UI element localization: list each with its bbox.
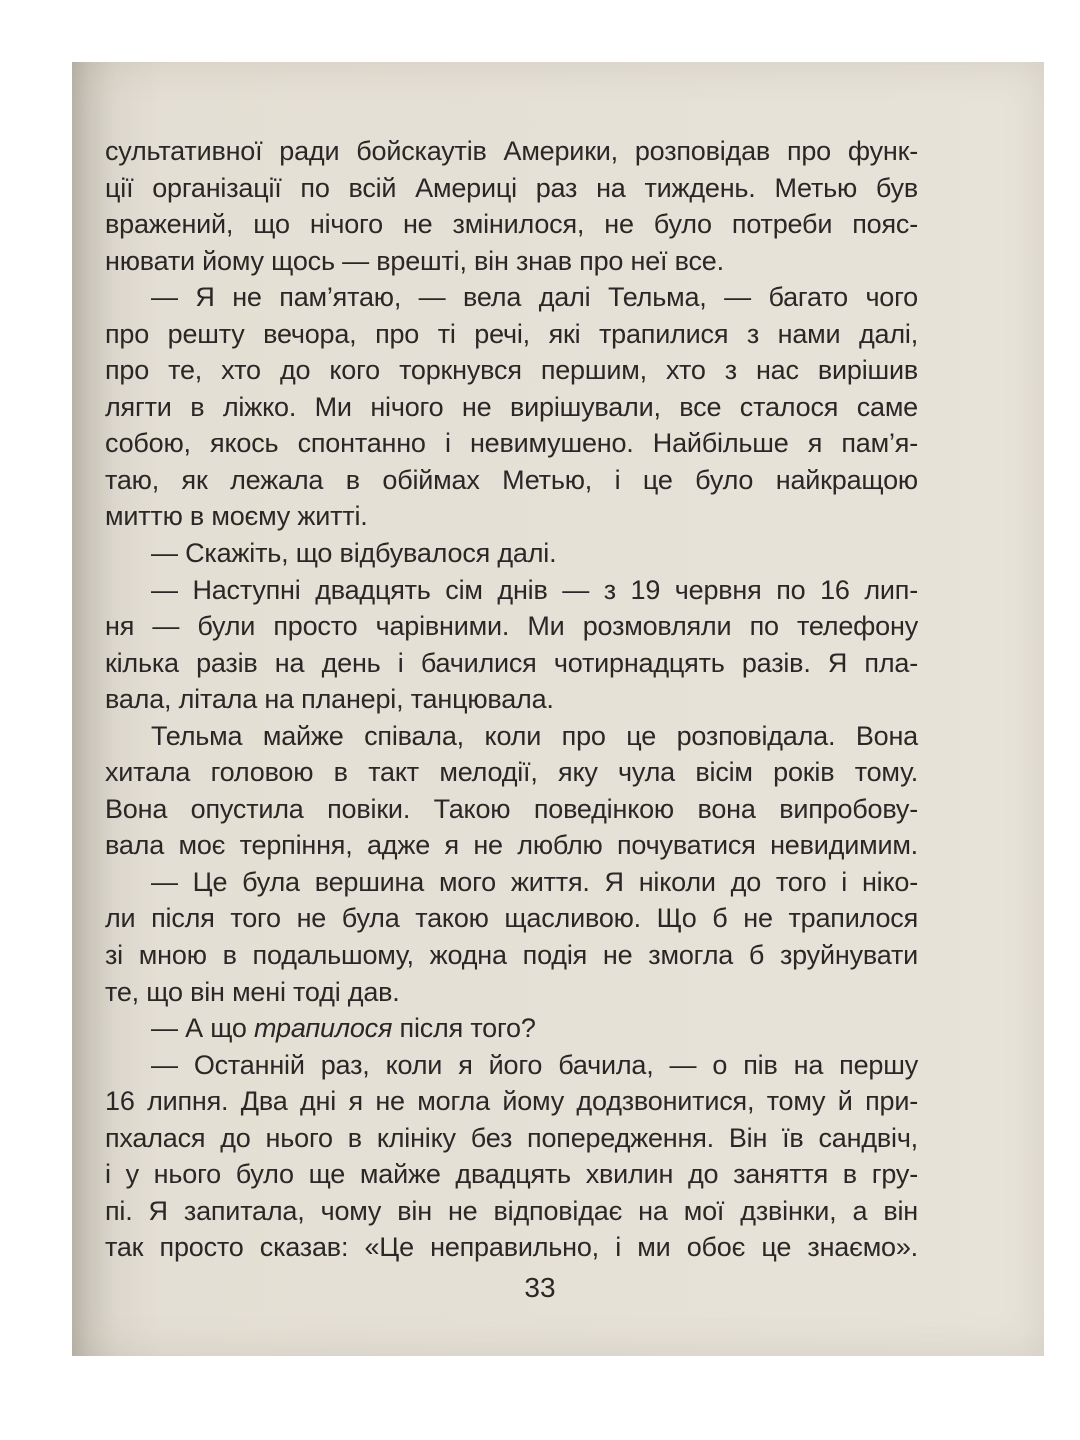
- text-line: [105, 535, 918, 572]
- text-line: [105, 279, 918, 316]
- text-line: [105, 389, 918, 426]
- line-text: — А що: [151, 1013, 255, 1044]
- line-text: вражений, що нічого не змінилося, не було потреби пояс-: [105, 209, 918, 240]
- text-line: [105, 1229, 918, 1266]
- text-line: [105, 1010, 918, 1047]
- line-text: те, що він мені тоді дав.: [105, 976, 400, 1007]
- line-text: кілька разів на день і бачилися чотирнадцять разів. Я пла-: [105, 647, 918, 678]
- line-text: так просто сказав: «Це неправильно, і ми обоє це знаємо».: [105, 1232, 918, 1263]
- text-line: [105, 754, 918, 791]
- line-text: — Це була вершина мого життя. Я ніколи до того і ніко-: [151, 866, 918, 897]
- line-text: про те, хто до кого торкнувся першим, хто з нас вирішив: [105, 355, 918, 386]
- body-text: [105, 133, 918, 1266]
- line-text: собою, якось спонтанно і невимушено. Найбільше я пам’я-: [105, 428, 918, 459]
- line-text: 16 липня. Два дні я не могла йому додзвонитися, тому й при-: [105, 1086, 918, 1117]
- line-text: пі. Я запитала, чому він не відповідає на мої дзвінки, а він: [105, 1195, 918, 1226]
- text-line: [105, 827, 918, 864]
- text-line: [105, 498, 918, 535]
- page-number: 33: [524, 1272, 556, 1303]
- line-text: ції організації по всій Америці раз на тиждень. Метью був: [105, 172, 918, 203]
- text-line: [105, 1120, 918, 1157]
- text-line: [105, 937, 918, 974]
- line-text: вала моє терпіння, адже я не люблю почуватися невидимим.: [105, 830, 918, 861]
- line-text: — Я не пам’ятаю, — вела далі Тельма, — багато чого: [151, 282, 918, 313]
- line-text: Тельма майже співала, коли про це розповідала. Вона: [151, 720, 918, 751]
- line-text: і у нього було ще майже двадцять хвилин до заняття в гру-: [105, 1159, 918, 1190]
- text-line: [105, 718, 918, 755]
- line-text: пхалася до нього в клініку без попередження. Він їв сандвіч,: [105, 1122, 918, 1153]
- line-text: про решту вечора, про ті речі, які трапилися з нами далі,: [105, 318, 918, 349]
- text-line: [105, 572, 918, 609]
- text-line: [105, 316, 918, 353]
- text-line: [105, 681, 918, 718]
- text-line: [105, 864, 918, 901]
- text-line: [105, 352, 918, 389]
- text-line: [105, 243, 918, 280]
- line-text: сультативної ради бойскаутів Америки, розповідав про функ-: [105, 136, 918, 166]
- line-text: після того?: [392, 1013, 536, 1044]
- line-text: таю, як лежала в обіймах Метью, і це було найкращою: [105, 464, 918, 495]
- text-line: [105, 1156, 918, 1193]
- text-line: [105, 170, 918, 207]
- text-line: [105, 645, 918, 682]
- text-line: [105, 900, 918, 937]
- line-text: миттю в моєму житті.: [105, 501, 368, 532]
- text-line: [105, 462, 918, 499]
- line-text: хитала головою в такт мелодії, яку чула вісім років тому.: [105, 757, 918, 788]
- text-line: [105, 1047, 918, 1084]
- line-text: ня — були просто чарівними. Ми розмовляли по телефону: [105, 611, 918, 642]
- line-text: зі мною в подальшому, жодна подія не змогла б зруйнувати: [105, 940, 918, 971]
- text-line: [105, 206, 918, 243]
- line-text: ли після того не була такою щасливою. Що б не трапилося: [105, 903, 918, 934]
- text-line: [105, 1083, 918, 1120]
- text-line: [105, 1193, 918, 1230]
- line-text: нювати йому щось — врешті, він знав про неї все.: [105, 245, 724, 276]
- line-text: — Скажіть, що відбувалося далі.: [151, 538, 557, 569]
- line-text: — Наступні двадцять сім днів — з 19 червня по 16 лип-: [151, 574, 918, 605]
- text-line: [105, 974, 918, 1011]
- line-text: вала, літала на планері, танцювала.: [105, 684, 554, 715]
- line-text: — Останній раз, коли я його бачила, — о пів на першу: [151, 1049, 918, 1080]
- text-line: [105, 133, 918, 170]
- line-text: лягти в ліжко. Ми нічого не вирішували, все сталося саме: [105, 391, 918, 422]
- italic-text: трапилося: [254, 1013, 393, 1044]
- text-line: [105, 425, 918, 462]
- text-line: [105, 608, 918, 645]
- text-line: [105, 791, 918, 828]
- line-text: Вона опустила повіки. Такою поведінкою вона випробову-: [105, 793, 918, 824]
